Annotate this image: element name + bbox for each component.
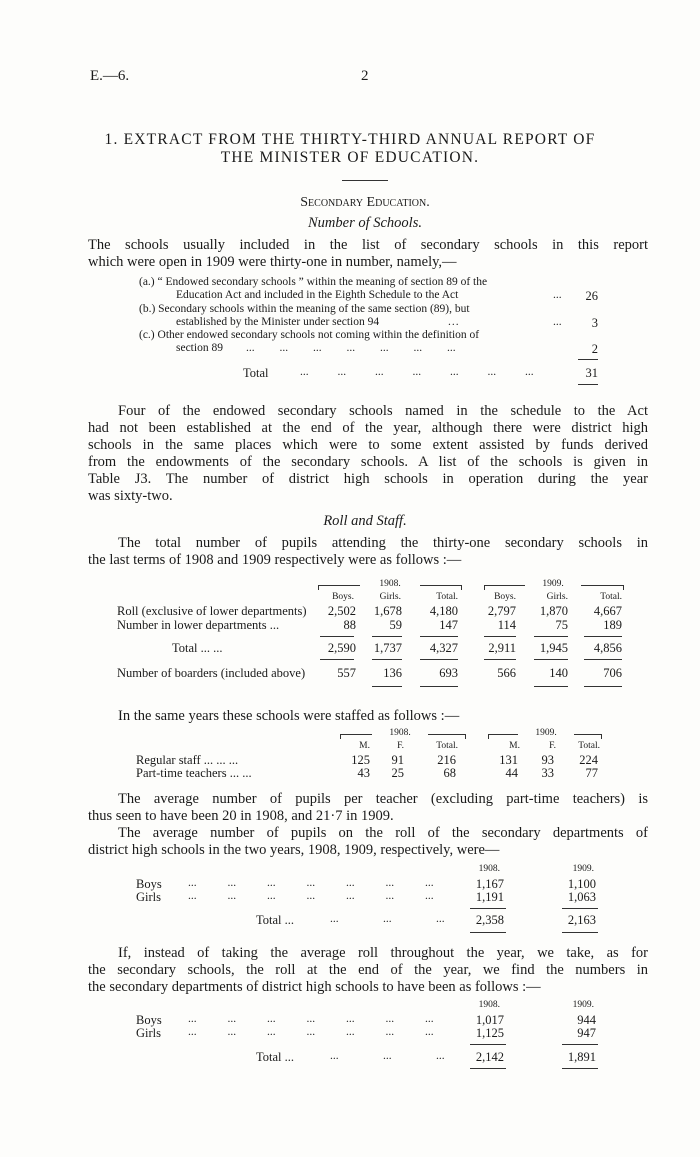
list-dots: ... <box>330 1050 339 1062</box>
table-row-label: Boys <box>136 1013 162 1027</box>
list-item-c-line1: (c.) Other endowed secondary schools not coming within the definition of <box>139 329 480 341</box>
paragraph-6-line1: If, instead of taking the average roll throughout the year, we take, as for <box>118 945 648 961</box>
sum-rule <box>484 659 516 660</box>
table-cell: 88 <box>343 618 356 632</box>
table-cell: 947 <box>577 1026 596 1040</box>
sum-rule <box>578 384 598 385</box>
list-dots: ... <box>553 289 562 301</box>
sum-rule <box>470 1044 506 1045</box>
table-cell: 2,590 <box>327 641 356 655</box>
sum-rule <box>372 686 402 687</box>
paragraph-2-line6: was sixty-two. <box>88 488 173 504</box>
sum-rule <box>420 636 458 637</box>
table-cell: 131 <box>499 753 518 767</box>
roll-col-header: Total. <box>436 592 458 602</box>
table-cell: 1,167 <box>475 877 504 891</box>
table-cell: 1,678 <box>373 604 402 618</box>
table-cell: 147 <box>439 618 458 632</box>
paragraph-5-line3: The average number of pupils on the roll of the secondary departments of <box>118 825 648 841</box>
table-cell: 2,911 <box>488 641 516 655</box>
table-cell: 44 <box>505 766 518 780</box>
staff-col-header: Total. <box>436 741 458 751</box>
sum-rule <box>584 636 622 637</box>
staff-col-header: F. <box>549 741 556 751</box>
list-dots-row: ... ... ... ... ... ... ... <box>188 1013 434 1025</box>
table-cell: 59 <box>389 618 402 632</box>
sum-rule <box>562 908 598 909</box>
list-dots: ... <box>448 316 460 328</box>
roll-col-header: Girls. <box>546 592 568 602</box>
list-dots: ... <box>436 913 445 925</box>
list-dots-row: ... ... ... ... ... ... ... <box>188 890 434 902</box>
sum-rule <box>484 636 516 637</box>
document-code: E.—6. <box>90 68 130 84</box>
sum-rule <box>578 359 598 360</box>
paragraph-3-line1: The total number of pupils attending the thirty-one secondary schools in <box>118 535 648 551</box>
paragraph-6-line2: the secondary schools, the roll at the end of the year, we find the numbers in <box>88 962 648 978</box>
section-heading: Secondary Education. <box>300 195 430 210</box>
staff-col-header: Total. <box>578 741 600 751</box>
roll-year-1909: 1909. <box>525 579 581 589</box>
paragraph-1-line2: which were open in 1909 were thirty-one in number, namely,— <box>88 254 457 270</box>
sum-rule <box>320 659 354 660</box>
list-total-value: 31 <box>585 366 598 380</box>
avg-year-header: 1909. <box>572 864 594 874</box>
paragraph-2-line2: had not been established at the end of the year, although there were district high <box>88 420 648 436</box>
table-cell: 1,100 <box>567 877 596 891</box>
list-item-a-value: 26 <box>585 289 598 303</box>
table-cell: 4,327 <box>429 641 458 655</box>
sum-rule <box>534 636 568 637</box>
table-cell: 4,856 <box>593 641 622 655</box>
table-cell: 2,502 <box>327 604 356 618</box>
list-item-b-line1: (b.) Secondary schools within the meaning of the same section (89), but <box>139 303 470 315</box>
paragraph-2-line3: schools in the same places which were to some extent assisted by funds derived <box>88 437 648 453</box>
sum-rule <box>562 1068 598 1069</box>
table-row-label: Girls <box>136 1026 161 1040</box>
table-row-label: Part-time teachers ... ... <box>136 766 252 780</box>
table-row-label: Roll (exclusive of lower departments) <box>117 604 307 618</box>
list-item-a-line1: (a.) “ Endowed secondary schools ” within the meaning of section 89 of the <box>139 276 488 288</box>
table-cell: 216 <box>437 753 456 767</box>
end-year-header: 1909. <box>572 1000 594 1010</box>
sum-rule <box>420 686 458 687</box>
list-item-c-line2: section 89 <box>176 342 223 354</box>
paragraph-5-line4: district high schools in the two years, 1908, 1909, respectively, were— <box>88 842 500 858</box>
end-year-header: 1908. <box>478 1000 500 1010</box>
paragraph-1-line1: The schools usually included in the list of secondary schools in this report <box>88 237 648 253</box>
table-cell: 77 <box>585 766 598 780</box>
table-cell: 2,797 <box>487 604 516 618</box>
staff-col-header: M. <box>359 741 370 751</box>
table-cell: 125 <box>351 753 370 767</box>
table-cell: 1,945 <box>539 641 568 655</box>
sum-rule <box>372 636 402 637</box>
list-dots-row: ... ... ... ... ... ... ... <box>188 1026 434 1038</box>
list-item-c-value: 2 <box>591 342 598 356</box>
table-row-label: Total ... ... <box>172 641 223 655</box>
table-cell: 114 <box>497 618 516 632</box>
subsection-roll-and-staff: Roll and Staff. <box>323 513 407 529</box>
table-cell: 68 <box>443 766 456 780</box>
table-row-label: Number in lower departments ... <box>117 618 280 632</box>
list-item-b-line2: established by the Minister under section 94 <box>176 316 380 328</box>
table-row-label: Girls <box>136 890 161 904</box>
table-cell: 1,017 <box>475 1013 504 1027</box>
table-cell: 25 <box>391 766 404 780</box>
sum-rule <box>562 932 598 933</box>
table-cell: 566 <box>497 666 516 680</box>
roll-col-header: Boys. <box>494 592 516 602</box>
subsection-number-of-schools: Number of Schools. <box>308 215 422 231</box>
sum-rule <box>470 908 506 909</box>
table-cell: 1,125 <box>475 1026 504 1040</box>
avg-total-label: Total ... <box>256 913 295 927</box>
sum-rule <box>372 659 402 660</box>
table-cell: 2,142 <box>475 1050 504 1064</box>
table-cell: 93 <box>541 753 554 767</box>
table-cell: 706 <box>603 666 622 680</box>
list-dots: ... <box>383 1050 392 1062</box>
roll-year-1908: 1908. <box>360 579 420 589</box>
roll-col-header: Girls. <box>379 592 401 602</box>
staff-col-header: F. <box>397 741 404 751</box>
table-cell: 1,737 <box>373 641 402 655</box>
table-cell: 944 <box>577 1013 596 1027</box>
table-cell: 75 <box>555 618 568 632</box>
paragraph-3-line2: the last terms of 1908 and 1909 respectively were as follows :— <box>88 552 462 568</box>
staff-year-1908: 1908. <box>372 728 428 738</box>
table-cell: 43 <box>357 766 370 780</box>
table-cell: 4,667 <box>593 604 622 618</box>
list-item-a-line2: Education Act and included in the Eighth Schedule to the Act <box>176 289 459 301</box>
sum-rule <box>320 636 354 637</box>
sum-rule <box>420 659 458 660</box>
table-cell: 693 <box>439 666 458 680</box>
table-cell: 4,180 <box>429 604 458 618</box>
list-total-label: Total <box>243 366 269 380</box>
table-row-label: Boys <box>136 877 162 891</box>
sum-rule <box>584 686 622 687</box>
staff-year-1909: 1909. <box>518 728 574 738</box>
paragraph-6-line3: the secondary departments of district high schools to have been as follows :— <box>88 979 541 995</box>
list-dots: ... <box>383 913 392 925</box>
paragraph-2-line5: Table J3. The number of district high schools in operation during the year <box>88 471 648 487</box>
sum-rule <box>470 932 506 933</box>
list-dots-row: ... ... ... ... ... ... ... <box>188 877 434 889</box>
report-title-line1: 1. EXTRACT FROM THE THIRTY-THIRD ANNUAL REPORT OF <box>104 131 596 148</box>
table-cell: 2,163 <box>567 913 596 927</box>
table-cell: 189 <box>603 618 622 632</box>
paragraph-2-line4: from the endowments of the secondary schools. A list of the schools is given in <box>88 454 648 470</box>
table-cell: 1,891 <box>567 1050 596 1064</box>
table-row-label: Number of boarders (included above) <box>117 666 306 680</box>
table-cell: 557 <box>337 666 356 680</box>
roll-col-header: Boys. <box>332 592 354 602</box>
table-cell: 224 <box>579 753 598 767</box>
table-cell: 33 <box>541 766 554 780</box>
sum-rule <box>534 686 568 687</box>
roll-col-header: Total. <box>600 592 622 602</box>
list-dots: ... <box>436 1050 445 1062</box>
paragraph-5-line2: thus seen to have been 20 in 1908, and 21·7 in 1909. <box>88 808 394 824</box>
avg-year-header: 1908. <box>478 864 500 874</box>
table-cell: 1,063 <box>567 890 596 904</box>
paragraph-2-line1: Four of the endowed secondary schools named in the schedule to the Act <box>118 403 648 419</box>
table-row-label: Regular staff ... ... ... <box>136 753 239 767</box>
report-title-line2: THE MINISTER OF EDUCATION. <box>220 149 480 166</box>
end-total-label: Total ... <box>256 1050 295 1064</box>
table-cell: 140 <box>549 666 568 680</box>
staff-col-header: M. <box>509 741 520 751</box>
list-dots-row: ... ... ... ... ... ... ... <box>300 366 534 378</box>
table-cell: 1,191 <box>475 890 504 904</box>
table-cell: 91 <box>391 753 404 767</box>
page-number: 2 <box>361 68 369 84</box>
sum-rule <box>534 659 568 660</box>
title-divider <box>342 180 388 181</box>
table-cell: 1,870 <box>539 604 568 618</box>
list-dots: ... <box>330 913 339 925</box>
sum-rule <box>562 1044 598 1045</box>
paragraph-4: In the same years these schools were staffed as follows :— <box>118 708 460 724</box>
table-cell: 2,358 <box>475 913 504 927</box>
table-cell: 136 <box>383 666 402 680</box>
list-dots: ... <box>553 316 562 328</box>
sum-rule <box>584 659 622 660</box>
sum-rule <box>470 1068 506 1069</box>
list-dots-row: ... ... ... ... ... ... ... <box>246 342 456 354</box>
list-item-b-value: 3 <box>591 316 598 330</box>
paragraph-5-line1: The average number of pupils per teacher (excluding part-time teachers) is <box>118 791 648 807</box>
